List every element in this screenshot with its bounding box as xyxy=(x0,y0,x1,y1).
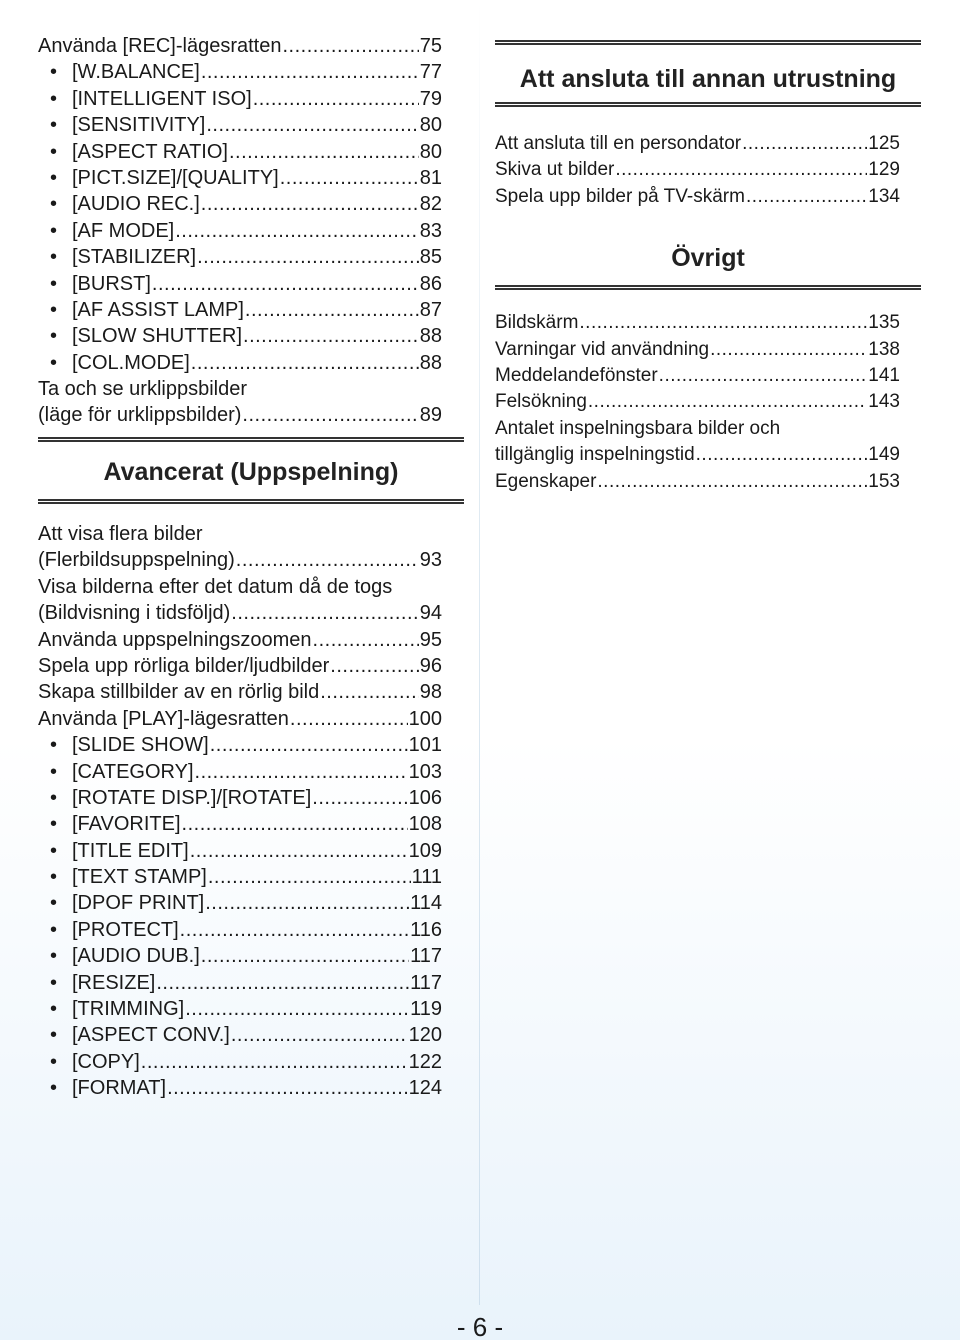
toc-entry-page: 101 xyxy=(408,734,442,757)
bullet-icon: • xyxy=(50,351,58,374)
dot-leader xyxy=(245,297,419,323)
toc-entry-label: [BURST] xyxy=(72,272,151,295)
toc-entry-page: 94 xyxy=(419,602,442,625)
dot-leader xyxy=(710,337,867,363)
toc-entry-label: [TRIMMING] xyxy=(72,998,185,1021)
toc-entry-page: 81 xyxy=(419,166,442,189)
dot-leader xyxy=(190,838,408,864)
toc-entry-page: 124 xyxy=(408,1077,442,1100)
dot-leader xyxy=(231,600,418,626)
dot-leader xyxy=(696,442,868,468)
toc-entry-page: 87 xyxy=(419,298,442,321)
toc-entry-label: Att ansluta till en persondator xyxy=(495,132,742,154)
toc-entry-label: (Flerbildsuppspelning) xyxy=(38,549,235,572)
toc-entry-label: [PROTECT] xyxy=(72,918,179,941)
dot-leader xyxy=(201,59,419,85)
toc-entry-page: 141 xyxy=(868,364,900,386)
section-heading-ovrigt xyxy=(495,230,921,290)
toc-entry-label: [PICT.SIZE]/[QUALITY] xyxy=(72,166,279,189)
toc-entry[interactable] xyxy=(495,184,900,210)
toc-entry-label-line1: Att visa flera bilder xyxy=(38,523,203,545)
toc-entry-label: [AF MODE] xyxy=(72,219,175,242)
dot-leader xyxy=(191,350,419,376)
toc-entry[interactable] xyxy=(38,244,442,270)
bullet-icon: • xyxy=(50,114,58,137)
toc-entry-page: 93 xyxy=(419,549,442,572)
toc-entry[interactable] xyxy=(38,323,442,349)
toc-entry[interactable] xyxy=(38,890,442,916)
dot-leader xyxy=(312,785,407,811)
toc-entry-label: [STABILIZER] xyxy=(72,246,197,269)
bullet-icon: • xyxy=(50,166,58,189)
section-title-ovrigt: Övrigt xyxy=(671,244,745,273)
toc-entry-page: 117 xyxy=(410,971,442,994)
toc-entry[interactable] xyxy=(38,271,442,297)
toc-right xyxy=(495,40,900,495)
toc-entry[interactable] xyxy=(38,1075,442,1101)
toc-entry[interactable] xyxy=(38,785,442,811)
bullet-icon: • xyxy=(50,87,58,110)
toc-entry-page: 108 xyxy=(408,813,442,836)
toc-entry-label: [W.BALANCE] xyxy=(72,61,200,84)
toc-entry-label: [SLIDE SHOW] xyxy=(72,734,209,757)
dot-leader xyxy=(280,165,419,191)
bullet-icon: • xyxy=(50,246,58,269)
section-heading-avancerat xyxy=(38,437,464,504)
toc-entry-page: 149 xyxy=(868,444,900,466)
bullet-icon: • xyxy=(50,1024,58,1047)
toc-entry-page: 120 xyxy=(408,1024,442,1047)
toc-entry[interactable] xyxy=(38,1049,442,1075)
toc-entry[interactable] xyxy=(495,363,900,389)
toc-entry[interactable] xyxy=(38,59,442,85)
toc-entry-label: Använda [REC]-lägesratten xyxy=(38,34,282,57)
dot-leader xyxy=(175,218,419,244)
bullet-icon: • xyxy=(50,892,58,915)
dot-leader xyxy=(588,389,867,415)
toc-entry-label: Varningar vid användning xyxy=(495,338,710,360)
toc-entry-label: Bildskärm xyxy=(495,312,579,334)
toc-entry[interactable] xyxy=(495,337,900,363)
toc-entry-page: 95 xyxy=(419,628,442,651)
bullet-icon: • xyxy=(50,272,58,295)
bullet-icon: • xyxy=(50,325,58,348)
page-number: - 6 - xyxy=(456,1312,504,1342)
toc-entry[interactable] xyxy=(38,86,442,112)
toc-entry[interactable] xyxy=(495,310,900,336)
dot-leader xyxy=(201,191,419,217)
toc-entry-page: 89 xyxy=(419,404,442,427)
toc-entry-label: Meddelandefönster xyxy=(495,364,658,386)
toc-entry-label: [AUDIO DUB.] xyxy=(72,945,200,968)
toc-entry-label: [INTELLIGENT ISO] xyxy=(72,87,252,110)
toc-entry-label-line1: Visa bilderna efter det datum då de togs xyxy=(38,575,393,598)
dot-leader xyxy=(282,33,418,59)
bullet-icon: • xyxy=(50,866,58,889)
toc-entry-label: Spela upp rörliga bilder/ljudbilder xyxy=(38,654,330,677)
dot-leader xyxy=(167,1075,408,1101)
toc-entry-label: (Bildvisning i tidsföljd) xyxy=(38,602,231,625)
toc-entry-label: [AUDIO REC.] xyxy=(72,193,200,216)
dot-leader xyxy=(208,864,411,890)
dot-leader xyxy=(313,627,419,653)
toc-entry[interactable] xyxy=(38,297,442,323)
toc-entry[interactable] xyxy=(38,191,442,217)
dot-leader xyxy=(180,917,409,943)
toc-entry[interactable] xyxy=(38,679,442,705)
toc-entry-label: Felsökning xyxy=(495,391,587,413)
toc-entry-page: 114 xyxy=(410,892,442,915)
toc-entry[interactable] xyxy=(38,350,442,376)
toc-entry[interactable] xyxy=(38,864,442,890)
toc-entry-page: 96 xyxy=(419,654,442,677)
dot-leader xyxy=(320,679,419,705)
toc-left-top xyxy=(38,33,442,429)
bullet-icon: • xyxy=(50,813,58,836)
toc-entry-label: Spela upp bilder på TV-skärm xyxy=(495,185,745,207)
toc-entry-label: [TITLE EDIT] xyxy=(72,839,189,862)
toc-entry-page: 109 xyxy=(408,839,442,862)
toc-entry-page: 75 xyxy=(419,34,442,57)
toc-entry[interactable] xyxy=(495,157,900,183)
bullet-icon: • xyxy=(50,219,58,242)
toc-entry-label: [ASPECT CONV.] xyxy=(72,1024,230,1047)
toc-entry[interactable] xyxy=(38,996,442,1022)
dot-leader xyxy=(253,86,419,112)
dot-leader xyxy=(231,1022,408,1048)
toc-entry-label: [DPOF PRINT] xyxy=(72,892,205,915)
toc-entry[interactable] xyxy=(38,759,442,785)
toc-entry-label-line1: Antalet inspelningsbara bilder och xyxy=(495,417,781,439)
toc-entry-label: Skapa stillbilder av en rörlig bild xyxy=(38,681,320,704)
bullet-icon: • xyxy=(50,734,58,757)
dot-leader xyxy=(185,996,409,1022)
toc-entry-label: tillgänglig inspelningstid xyxy=(495,444,695,466)
column-divider xyxy=(479,0,480,1305)
dot-leader xyxy=(206,112,418,138)
toc-entry-page: 106 xyxy=(408,786,442,809)
dot-leader xyxy=(236,547,419,573)
toc-entry-label: [RESIZE] xyxy=(72,971,156,994)
toc-entry-page: 153 xyxy=(868,470,900,492)
toc-entry-label: [FORMAT] xyxy=(72,1077,167,1100)
toc-entry-label: [FAVORITE] xyxy=(72,813,181,836)
toc-entry-page: 134 xyxy=(868,185,900,207)
toc-entry-label: Använda [PLAY]-lägesratten xyxy=(38,707,289,730)
toc-entry-label: [AF ASSIST LAMP] xyxy=(72,298,244,321)
heading-rule-bottom xyxy=(495,285,921,290)
toc-entry[interactable] xyxy=(38,811,442,837)
toc-entry-label: [CATEGORY] xyxy=(72,760,194,783)
toc-entry-label-line1: Ta och se urklippsbilder xyxy=(38,378,247,401)
toc-entry[interactable] xyxy=(38,653,442,679)
dot-leader xyxy=(229,139,419,165)
toc-entry-page: 119 xyxy=(410,998,442,1021)
toc-entry[interactable] xyxy=(38,33,442,59)
dot-leader xyxy=(579,310,867,336)
toc-entry[interactable] xyxy=(38,838,442,864)
dot-leader xyxy=(195,759,408,785)
dot-leader xyxy=(242,402,418,428)
toc-entry[interactable] xyxy=(38,600,442,626)
dot-leader xyxy=(197,244,419,270)
toc-entry-label: Egenskaper xyxy=(495,470,597,492)
dot-leader xyxy=(746,184,867,210)
dot-leader xyxy=(201,943,409,969)
toc-entry[interactable] xyxy=(38,1022,442,1048)
section-heading-ansluta xyxy=(495,40,921,107)
toc-entry-label: [ASPECT RATIO] xyxy=(72,140,228,163)
dot-leader xyxy=(210,732,408,758)
bullet-icon: • xyxy=(50,918,58,941)
bullet-icon: • xyxy=(50,786,58,809)
toc-entry-page: 86 xyxy=(419,272,442,295)
toc-entry-page: 143 xyxy=(868,391,900,413)
heading-rule-bottom xyxy=(38,499,464,504)
bullet-icon: • xyxy=(50,760,58,783)
dot-leader xyxy=(205,890,409,916)
toc-entry[interactable] xyxy=(38,970,442,996)
toc-list-ansluta xyxy=(495,131,900,210)
dot-leader xyxy=(156,970,409,996)
toc-entry-page: 129 xyxy=(868,159,900,181)
bullet-icon: • xyxy=(50,1077,58,1100)
section-title-ansluta: Att ansluta till annan utrustning xyxy=(519,65,897,93)
toc-entry-page: 77 xyxy=(419,61,442,84)
dot-leader xyxy=(141,1049,408,1075)
toc-entry[interactable] xyxy=(38,218,442,244)
dot-leader xyxy=(290,706,408,732)
toc-entry[interactable] xyxy=(38,402,442,428)
toc-entry-page: 79 xyxy=(419,87,442,110)
bullet-icon: • xyxy=(50,971,58,994)
toc-entry-label: [SLOW SHUTTER] xyxy=(72,325,243,348)
bullet-icon: • xyxy=(50,945,58,968)
bullet-icon: • xyxy=(50,1050,58,1073)
toc-entry-page: 135 xyxy=(868,312,900,334)
bullet-icon: • xyxy=(50,193,58,216)
toc-entry[interactable] xyxy=(495,389,900,415)
toc-entry-label: [COPY] xyxy=(72,1050,140,1073)
heading-rule-bottom xyxy=(495,102,921,107)
toc-entry-label: [COL.MODE] xyxy=(72,351,190,374)
toc-list-ovrigt xyxy=(495,310,900,495)
toc-entry-label: Skiva ut bilder xyxy=(495,159,615,181)
toc-entry[interactable] xyxy=(38,627,442,653)
toc-entry-label: [ROTATE DISP.]/[ROTATE] xyxy=(72,786,312,809)
toc-entry-label: [TEXT STAMP] xyxy=(72,866,207,889)
toc-entry[interactable] xyxy=(38,732,442,758)
toc-entry[interactable] xyxy=(38,917,442,943)
toc-entry-page: 88 xyxy=(419,325,442,348)
toc-entry-page: 103 xyxy=(408,760,442,783)
toc-entry-page: 83 xyxy=(419,219,442,242)
toc-entry[interactable] xyxy=(495,131,900,157)
bullet-icon: • xyxy=(50,61,58,84)
bullet-icon: • xyxy=(50,140,58,163)
toc-entry-page: 122 xyxy=(408,1050,442,1073)
bullet-icon: • xyxy=(50,298,58,321)
toc-entry[interactable] xyxy=(38,165,442,191)
toc-entry-page: 80 xyxy=(419,140,442,163)
dot-leader xyxy=(597,469,867,495)
toc-entry-page: 100 xyxy=(408,707,442,730)
toc-entry-page: 116 xyxy=(410,918,442,941)
toc-entry[interactable] xyxy=(38,547,442,573)
toc-entry-page: 85 xyxy=(419,246,442,269)
toc-entry-page: 117 xyxy=(410,945,442,968)
toc-entry-page: 138 xyxy=(868,338,900,360)
toc-entry-page: 98 xyxy=(419,681,442,704)
toc-entry-label: [SENSITIVITY] xyxy=(72,114,206,137)
toc-entry[interactable] xyxy=(38,139,442,165)
bullet-icon: • xyxy=(50,839,58,862)
toc-entry-page: 88 xyxy=(419,351,442,374)
dot-leader xyxy=(152,271,419,297)
toc-entry[interactable] xyxy=(495,469,900,495)
toc-entry[interactable] xyxy=(38,112,442,138)
dot-leader xyxy=(330,653,418,679)
dot-leader xyxy=(243,323,419,349)
toc-entry[interactable] xyxy=(495,442,900,468)
toc-entry-page: 111 xyxy=(411,866,442,889)
bullet-icon: • xyxy=(50,998,58,1021)
dot-leader xyxy=(182,811,408,837)
toc-entry[interactable] xyxy=(38,943,442,969)
dot-leader xyxy=(742,131,867,157)
toc-entry[interactable] xyxy=(38,706,442,732)
toc-entry-label: (läge för urklippsbilder) xyxy=(38,404,242,427)
toc-left-bottom xyxy=(38,521,442,1102)
toc-entry-page: 82 xyxy=(419,193,442,216)
toc-entry-page: 80 xyxy=(419,114,442,137)
section-title-avancerat: Avancerat (Uppspelning) xyxy=(103,458,399,486)
toc-entry-label: Använda uppspelningszoomen xyxy=(38,628,312,651)
dot-leader xyxy=(615,157,867,183)
dot-leader xyxy=(659,363,868,389)
toc-entry-page: 125 xyxy=(868,132,900,154)
